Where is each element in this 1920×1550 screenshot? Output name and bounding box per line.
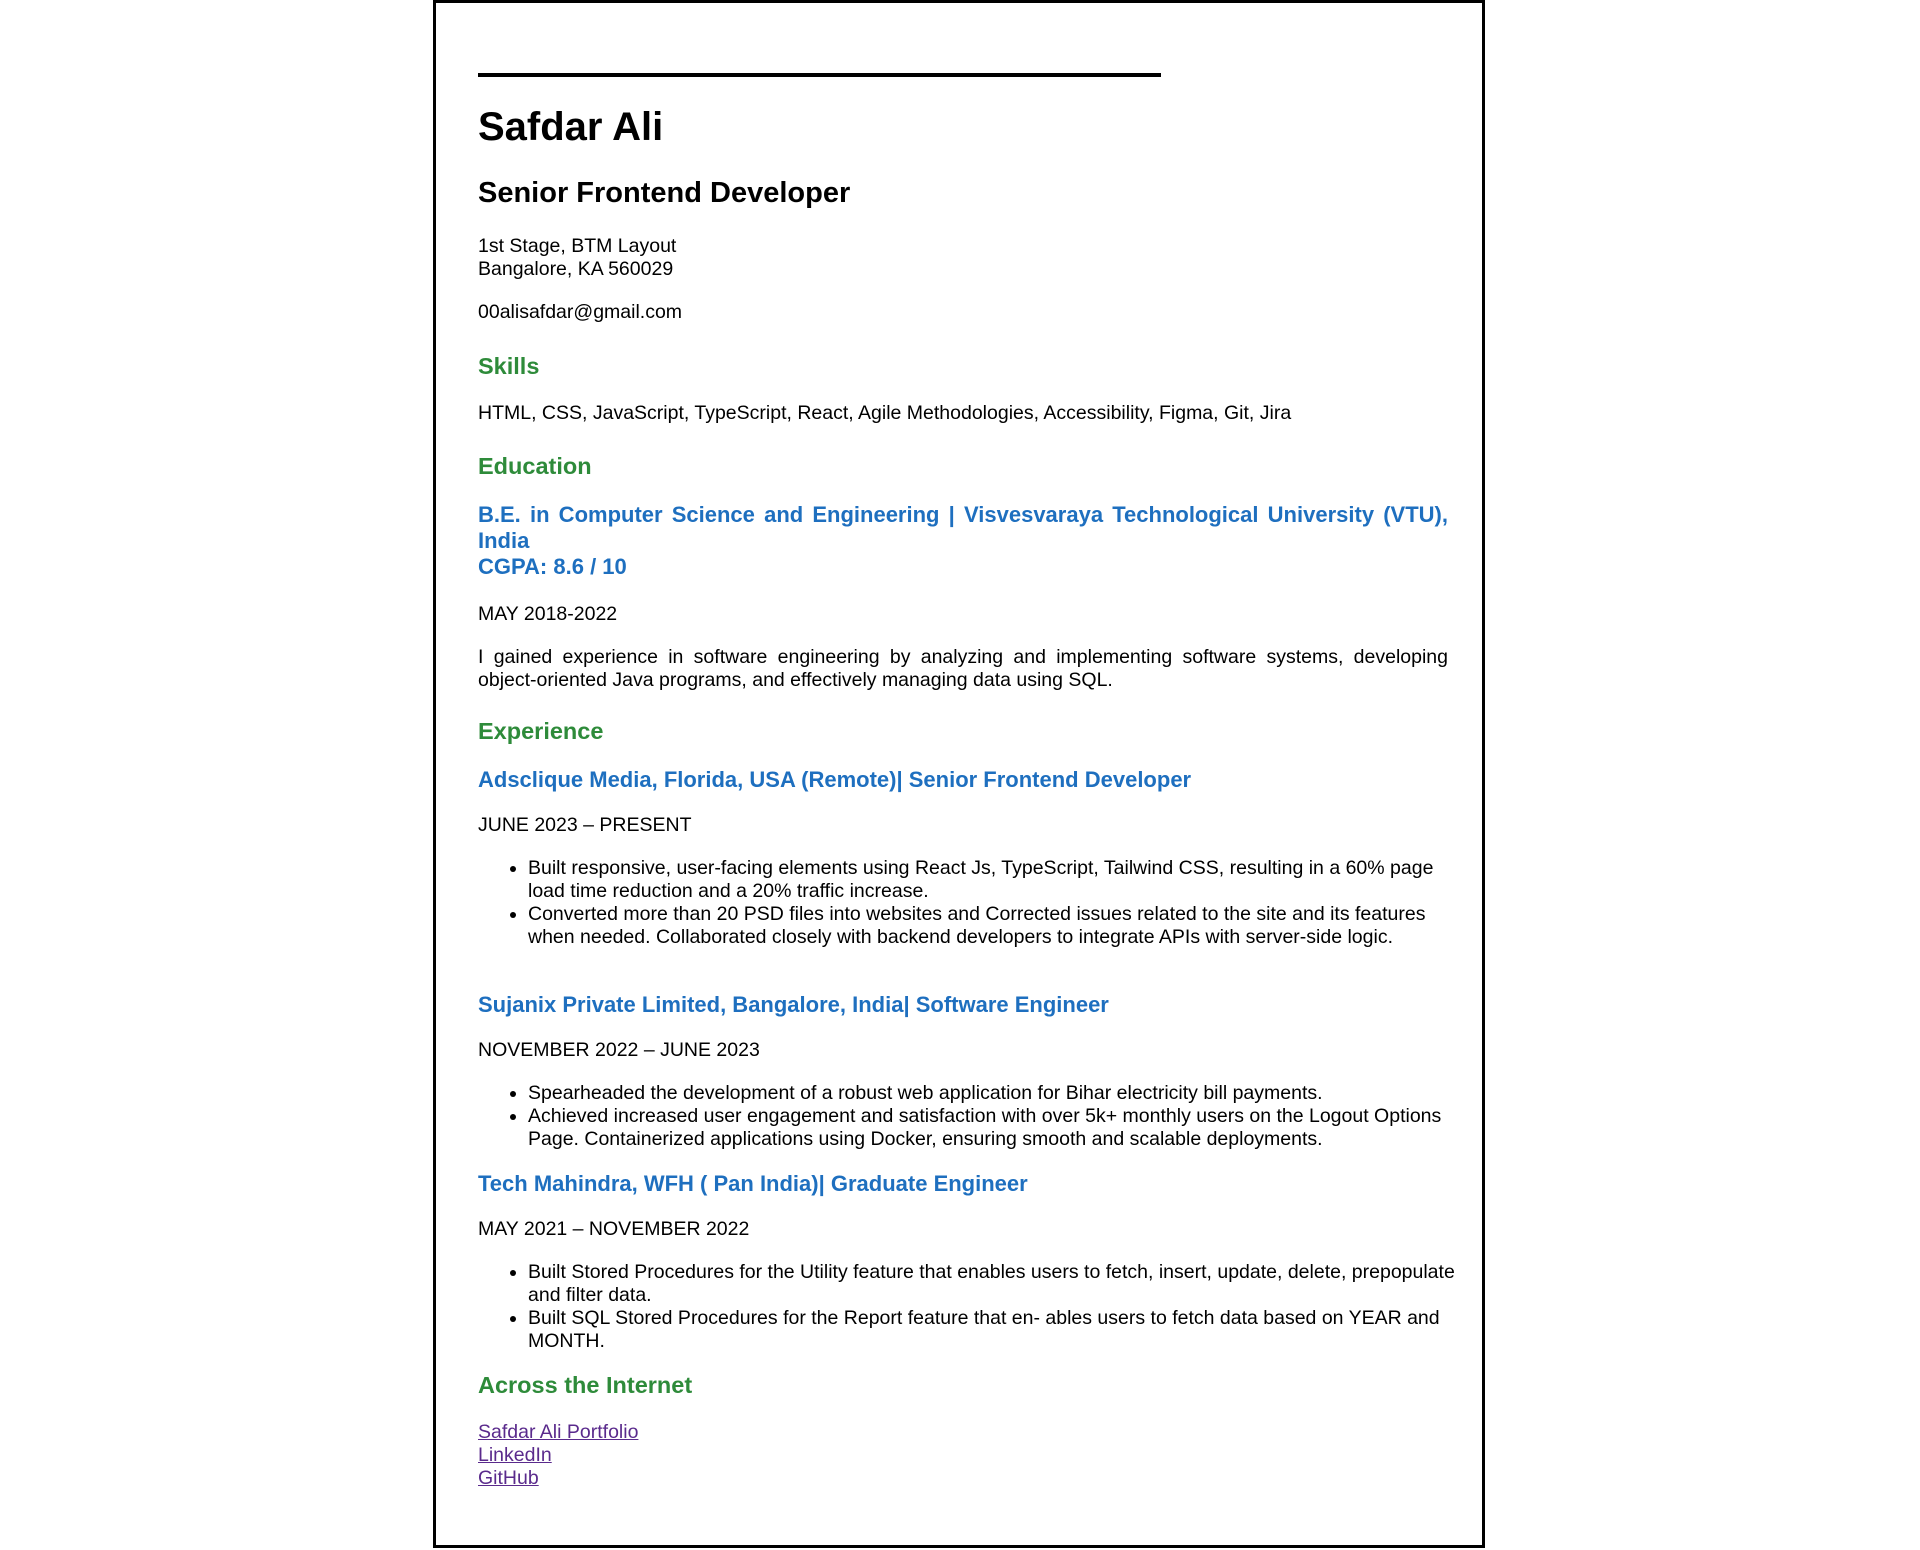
address-line-1: 1st Stage, BTM Layout (478, 235, 677, 257)
linkedin-link[interactable]: LinkedIn (478, 1444, 552, 1466)
links-list (478, 1421, 638, 1490)
resume-title: Senior Frontend Developer (478, 177, 851, 209)
skills-list: HTML, CSS, JavaScript, TypeScript, React, Agile Methodologies, Accessibility, Figma, Git, Jira (478, 402, 1292, 424)
job-bullet: • Built Stored Procedures for the Utility feature that enables users to fetch, insert, update, delete, prepopulate and filter data. (528, 1261, 1468, 1307)
job-title: Adsclique Media, Florida, USA (Remote)| Senior Frontend Developer (478, 767, 1192, 792)
experience-heading: Experience (478, 718, 604, 744)
job-dates: MAY 2021 – NOVEMBER 2022 (478, 1218, 750, 1240)
portfolio-link[interactable]: Safdar Ali Portfolio (478, 1421, 639, 1443)
job-title: Tech Mahindra, WFH ( Pan India)| Graduate Engineer (478, 1171, 1028, 1196)
job-bullets (478, 1082, 1468, 1151)
github-link[interactable]: GitHub (478, 1467, 539, 1489)
skills-heading: Skills (478, 353, 540, 379)
resume-name: Safdar Ali (478, 105, 664, 149)
top-rule (478, 73, 1161, 77)
job-bullet: • Built SQL Stored Procedures for the Report feature that en- ables users to fetch data based on YEAR and MONTH. (528, 1307, 1468, 1353)
job-bullet: • Achieved increased user engagement and satisfaction with over 5k+ monthly users on the Logout Options Page. Containerized applications using Docker, ensuring smooth and scalable deployments. (528, 1105, 1468, 1151)
education-degree: B.E. in Computer Science and Engineering | Visvesvaraya Technological University (VTU), India (478, 502, 1448, 553)
email: 00alisafdar@gmail.com (478, 301, 683, 323)
resume-page (433, 0, 1485, 1548)
job-bullet: • Spearheaded the development of a robust web application for Bihar electricity bill payments. (528, 1082, 1468, 1105)
education-description: I gained experience in software engineering by analyzing and implementing software systems, developing object-oriented Java programs, and effectively managing data using SQL. (478, 646, 1448, 691)
job-bullet: • Built responsive, user-facing elements using React Js, TypeScript, Tailwind CSS, resulting in a 60% page load time reduction and a 20% traffic increase. (528, 857, 1468, 903)
address-line-2: Bangalore, KA 560029 (478, 258, 674, 280)
job-bullets (478, 1261, 1468, 1353)
education-heading: Education (478, 453, 592, 479)
job-title: Sujanix Private Limited, Bangalore, India| Software Engineer (478, 992, 1109, 1017)
address (478, 235, 676, 281)
education-cgpa: CGPA: 8.6 / 10 (478, 554, 627, 579)
job-bullets (478, 857, 1468, 949)
links-heading: Across the Internet (478, 1372, 693, 1398)
education-dates: MAY 2018-2022 (478, 603, 618, 625)
job-dates: JUNE 2023 – PRESENT (478, 814, 692, 836)
job-bullet: • Converted more than 20 PSD files into websites and Corrected issues related to the site and its features when needed. Collaborated closely with backend developers to integrate APIs with server-side logic. (528, 903, 1468, 949)
job-dates: NOVEMBER 2022 – JUNE 2023 (478, 1039, 760, 1061)
